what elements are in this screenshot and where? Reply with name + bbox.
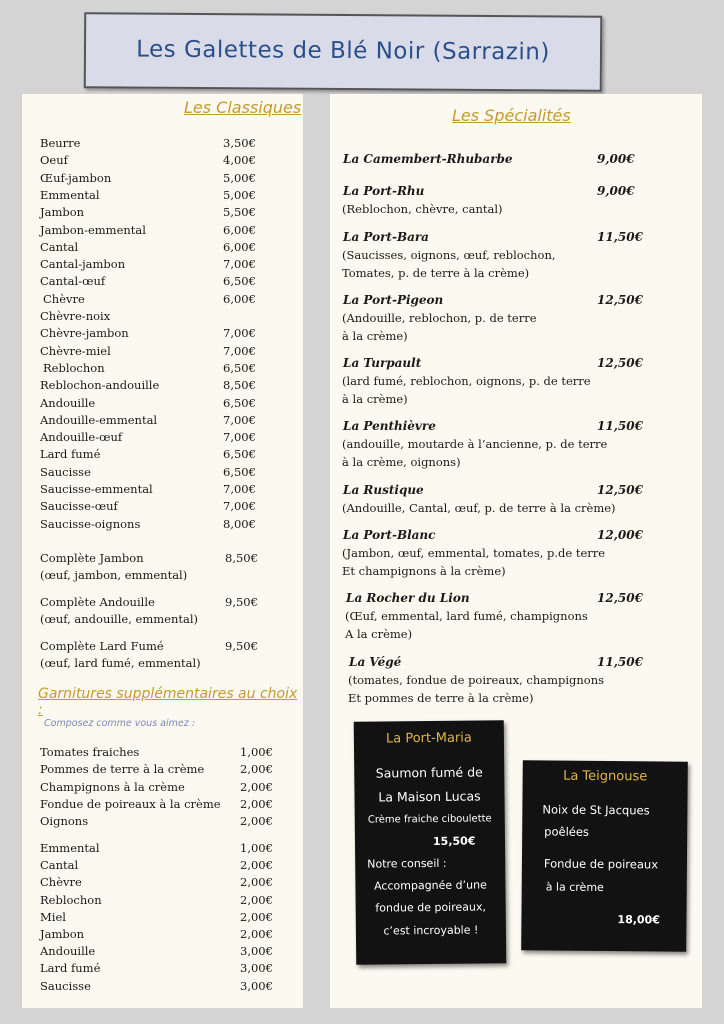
specialite-desc: à la crème) (342, 329, 408, 343)
specialite-name: La Penthièvre (343, 419, 436, 433)
complete-price: 9,50€ (225, 595, 258, 609)
specialite-desc: Tomates, p. de terre à la crème) (342, 266, 530, 280)
menu-item-price: 7,00€ (223, 326, 256, 341)
teignouse-card (521, 760, 688, 951)
specialite-desc: (Saucisses, oignons, œuf, reblochon, (342, 248, 556, 262)
garnitures-title: Garnitures supplémentaires au choix : (38, 686, 298, 718)
menu-item-name: Chèvre-jambon (40, 326, 129, 341)
menu-item-price: 7,00€ (223, 412, 256, 427)
port-maria-line: La Maison Lucas (378, 788, 481, 805)
menu-item-price: 6,00€ (223, 222, 256, 237)
menu-item-name: Oeuf (40, 153, 68, 168)
menu-item-name: Andouille-œuf (40, 430, 123, 445)
specialite-price: 12,50€ (597, 483, 643, 497)
specialite-desc: à la crème, oignons) (342, 455, 461, 469)
title-banner (84, 12, 603, 92)
menu-item-price: 6,50€ (223, 360, 256, 375)
specialite-name: La Port-Pigeon (343, 293, 444, 307)
specialite-desc: (Andouille, Cantal, œuf, p. de terre à la crème) (342, 501, 616, 515)
garniture-price: 3,00€ (240, 961, 273, 976)
garniture-name: Fondue de poireaux à la crème (40, 796, 221, 811)
complete-desc: (œuf, andouille, emmental) (40, 612, 198, 626)
menu-item-name: Saucisse (40, 464, 91, 479)
garniture-name: Miel (40, 909, 66, 924)
port-maria-conseil: fondue de poireaux, (375, 900, 487, 915)
garnitures-note: Composez comme vous aimez : (44, 718, 195, 729)
menu-item-price: 7,00€ (223, 499, 256, 514)
teignouse-line: à la crème (545, 880, 604, 894)
port-maria-conseil: Notre conseil : (367, 856, 447, 871)
menu-item-price: 4,00€ (223, 153, 256, 168)
menu-item-name: Saucisse-oignons (40, 516, 141, 531)
garniture-name: Chèvre (40, 875, 82, 890)
specialite-price: 9,00€ (597, 152, 635, 166)
garniture-price: 3,00€ (240, 944, 273, 959)
menu-item-price: 5,00€ (223, 170, 256, 185)
garniture-name: Cantal (40, 858, 79, 873)
port-maria-line: Crème fraiche ciboulette (367, 813, 492, 826)
teignouse-line: poêlées (544, 824, 590, 839)
menu-item-name: Œuf-jambon (40, 170, 112, 185)
specialite-desc: (Reblochon, chèvre, cantal) (342, 202, 503, 216)
menu-item-name: Chèvre-noix (40, 309, 111, 323)
garniture-price: 2,00€ (240, 909, 273, 924)
specialite-desc: (andouille, moutarde à l’ancienne, p. de terre (342, 437, 608, 451)
menu-item-price: 6,00€ (223, 291, 256, 306)
menu-item-name: Jambon-emmental (40, 222, 146, 237)
specialite-desc: (Andouille, reblochon, p. de terre (342, 311, 537, 325)
teignouse-title: La Teignouse (563, 768, 648, 785)
menu-item-price: 3,50€ (223, 136, 256, 150)
menu-item-name: Chèvre-miel (40, 343, 111, 358)
port-maria-card (354, 720, 507, 965)
garniture-price: 2,00€ (240, 814, 273, 829)
menu-item-name: Beurre (40, 136, 81, 150)
garniture-price: 2,00€ (240, 858, 273, 873)
complete-name: Complète Jambon (40, 551, 144, 565)
port-maria-price: 15,50€ (432, 834, 476, 848)
menu-item-price: 6,00€ (223, 239, 256, 254)
specialite-name: La Port-Bara (343, 230, 429, 244)
port-maria-line: Saumon fumé de (375, 764, 483, 781)
classiques-panel (22, 94, 303, 1008)
menu-item-price: 7,00€ (223, 343, 256, 358)
specialite-desc: à la crème) (342, 392, 408, 406)
specialite-desc: Et champignons à la crème) (342, 564, 506, 578)
garniture-name: Champignons à la crème (40, 779, 185, 794)
garniture-name: Jambon (40, 927, 85, 941)
specialite-name: La Rustique (343, 483, 424, 497)
garniture-price: 2,00€ (240, 892, 273, 907)
garniture-name: Pommes de terre à la crème (40, 762, 205, 777)
menu-item-name: Andouille-emmental (40, 412, 158, 427)
garniture-name: Saucisse (40, 978, 91, 993)
garniture-name: Andouille (40, 944, 96, 959)
menu-item-price: 8,50€ (223, 378, 256, 393)
specialite-name: La Rocher du Lion (346, 591, 470, 605)
menu-item-name: Andouille (40, 395, 96, 410)
menu-item-name: Reblochon (43, 360, 105, 375)
garniture-name: Emmental (40, 841, 100, 855)
specialite-price: 12,50€ (597, 591, 643, 605)
specialite-price: 11,50€ (597, 230, 643, 244)
menu-item-name: Chèvre (43, 291, 85, 306)
specialite-name: La Port-Rhu (343, 184, 425, 198)
menu-item-name: Lard fumé (40, 447, 101, 462)
menu-item-name: Reblochon-andouille (40, 378, 160, 393)
menu-item-name: Emmental (40, 187, 100, 202)
specialite-price: 12,50€ (597, 293, 643, 307)
menu-item-price: 7,00€ (223, 430, 256, 445)
menu-item-name: Saucisse-œuf (40, 499, 118, 514)
menu-item-name: Cantal-œuf (40, 274, 106, 289)
specialite-desc: A la crème) (345, 627, 413, 641)
port-maria-conseil: Accompagnée d’une (373, 878, 487, 893)
garniture-price: 2,00€ (240, 762, 273, 777)
specialite-name: La Végé (349, 655, 402, 669)
page-title: Les Galettes de Blé Noir (Sarrazin) (136, 36, 550, 66)
menu-item-price: 6,50€ (223, 447, 256, 462)
specialite-desc: Et pommes de terre à la crème) (348, 691, 534, 705)
complete-name: Complète Andouille (40, 595, 155, 609)
garniture-price: 2,00€ (240, 927, 273, 941)
specialite-desc: (lard fumé, reblochon, oignons, p. de terre (342, 374, 591, 388)
garniture-name: Reblochon (40, 892, 102, 907)
menu-item-name: Cantal (40, 239, 79, 254)
specialite-price: 9,00€ (597, 184, 635, 198)
menu-item-name: Cantal-jambon (40, 257, 126, 272)
teignouse-line: Noix de St Jacques (542, 802, 650, 818)
teignouse-price: 18,00€ (617, 913, 660, 927)
specialite-price: 12,00€ (597, 528, 643, 542)
complete-price: 9,50€ (225, 639, 258, 653)
garniture-price: 1,00€ (240, 745, 273, 759)
specialite-price: 11,50€ (597, 419, 643, 433)
menu-item-price: 5,00€ (223, 187, 256, 202)
menu-item-name: Saucisse-emmental (40, 482, 153, 496)
specialite-price: 12,50€ (597, 356, 643, 370)
specialite-name: La Turpault (343, 356, 422, 370)
specialites-title: Les Spécialités (452, 106, 571, 125)
specialite-desc: (Œuf, emmental, lard fumé, champignons (345, 609, 588, 623)
garniture-price: 1,00€ (240, 841, 273, 855)
menu-item-price: 6,50€ (223, 395, 256, 410)
complete-desc: (œuf, jambon, emmental) (40, 568, 188, 582)
teignouse-line: Fondue de poireaux (543, 856, 659, 872)
menu-item-price: 7,00€ (223, 482, 256, 496)
complete-desc: (œuf, lard fumé, emmental) (40, 656, 201, 670)
menu-item-price: 6,50€ (223, 274, 256, 289)
specialite-price: 11,50€ (597, 655, 643, 669)
specialite-desc: (Jambon, œuf, emmental, tomates, p.de terre (342, 546, 606, 560)
garniture-name: Oignons (40, 814, 89, 829)
garniture-name: Lard fumé (40, 961, 101, 976)
port-maria-title: La Port-Maria (385, 730, 472, 747)
garniture-price: 2,00€ (240, 796, 273, 811)
menu-item-price: 5,50€ (223, 205, 256, 220)
garniture-name: Tomates fraiches (40, 745, 140, 759)
menu-item-price: 6,50€ (223, 464, 256, 479)
menu-item-name: Jambon (40, 205, 85, 220)
complete-name: Complète Lard Fumé (40, 639, 164, 653)
garniture-price: 3,00€ (240, 978, 273, 993)
menu-item-price: 7,00€ (223, 257, 256, 272)
classiques-title: Les Classiques (184, 98, 302, 117)
garniture-price: 2,00€ (240, 779, 273, 794)
specialite-desc: (tomates, fondue de poireaux, champignons (348, 673, 605, 687)
specialite-name: La Port-Blanc (343, 528, 436, 542)
specialite-name: La Camembert-Rhubarbe (343, 152, 513, 166)
menu-item-price: 8,00€ (223, 516, 256, 531)
port-maria-conseil: c’est incroyable ! (383, 923, 479, 938)
garniture-price: 2,00€ (240, 875, 273, 890)
complete-price: 8,50€ (225, 551, 258, 565)
